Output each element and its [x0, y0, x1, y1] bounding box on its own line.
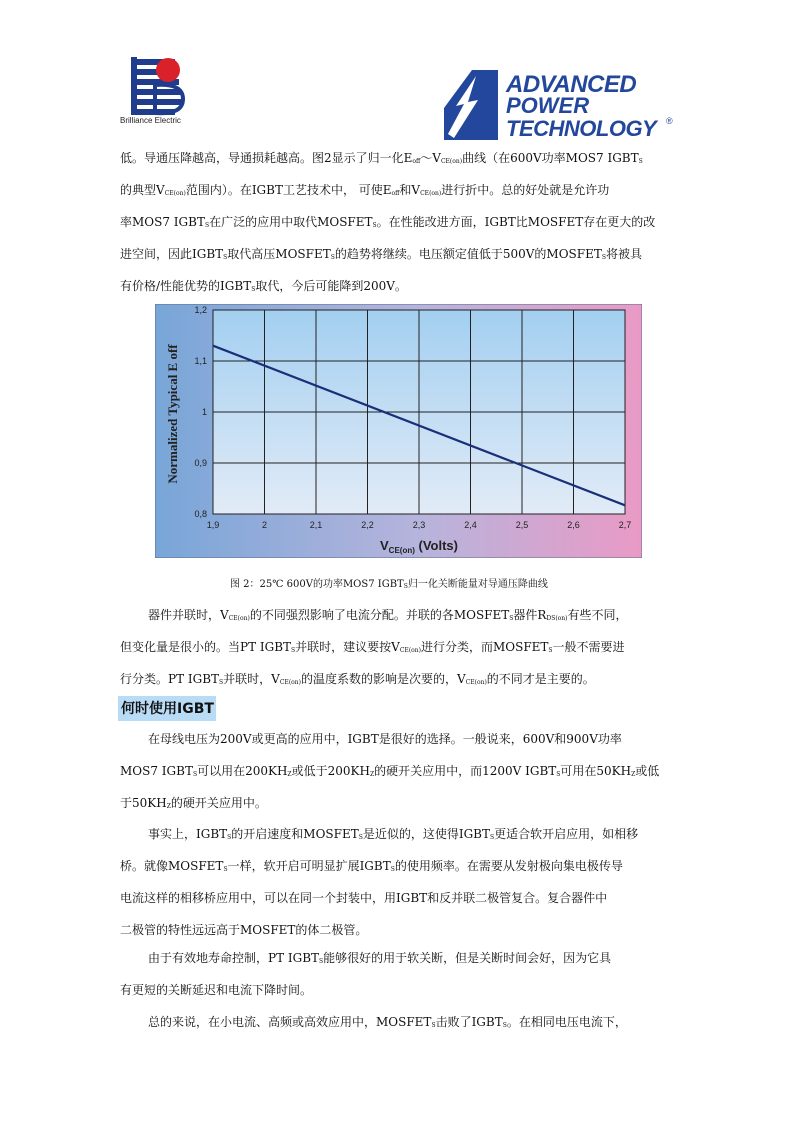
x-tick-label: 2,7 [618, 520, 632, 530]
x-tick-label: 2,3 [412, 520, 426, 530]
text-line: 但变化量是很小的。当PT $IGBT_S$并联时，建议要按$V_{CE(on)}$进行分类，而$MOSFET_S$一般不需要进 [120, 640, 625, 654]
text-line: 行分类。PT $IGBT_S$并联时，$V_{CE(on)}$的温度系数的影响是次要的，$V_{CE(on)}$的不同才是主要的。 [120, 672, 595, 686]
y-axis-label: Normalized Typical E off [165, 344, 180, 484]
x-tick-label: 1,9 [206, 520, 220, 530]
text-line: 器件并联时，$V_{CE(on)}$的不同强烈影响了电流分配。并联的各$MOSFET_S$器件$R_{DS(on)}$有些不同， [148, 608, 628, 622]
text-line: 低。导通压降越高，导通损耗越高。图2显示了归一化$E_{off}\sim V_{CE(on)}$曲线（在600V功率MOS7 $IGBT_S$ [120, 151, 643, 165]
x-tick-label: 2,4 [464, 520, 477, 530]
text-line: MOS7 $IGBT_S$可以用在$200KH_Z$或低于$200KH_Z$的硬开关应用中，而1200V $IGBT_S$可用在$50KH_Z$或低 [120, 764, 660, 778]
y-tick-label: 0,8 [194, 509, 207, 519]
text-line: 有更短的关断延迟和电流下降时间。 [120, 983, 313, 997]
y-tick-label: 1,1 [194, 356, 207, 366]
logo-word-technology: TECHNOLOGY [506, 116, 657, 140]
y-tick-label: 0,9 [194, 458, 207, 468]
text-line: 二极管的特性远远高于MOSFET的体二极管。 [120, 923, 368, 937]
x-tick-label: 2,6 [567, 520, 580, 530]
paragraph-soft-switching [120, 818, 676, 946]
text-line: 由于有效地寿命控制，PT $IGBT_S$能够很好的用于软关断，但是关断时间会好，因为它具 [148, 951, 612, 965]
text-line: 率MOS7 $IGBT_S$在广泛的应用中取代$MOSFET_S$。在性能改进方面，IGBT比MOSFET存在更大的改 [120, 215, 656, 229]
x-tick-label: 2,1 [309, 520, 323, 530]
text-line: 总的来说，在小电流、高频或高效应用中，$MOSFET_S$击败了$IGBT_S$。在相同电压电流下， [148, 1015, 627, 1029]
text-line: 有价格/性能优势的$IGBT_S$取代，今后可能降到200V。 [120, 279, 407, 293]
paragraph-soft-turnoff [120, 942, 676, 1006]
text-line: 电流这样的相移桥应用中，可以在同一个封装中，用IGBT和反并联二极管复合。复合器件中 [120, 891, 608, 905]
text-line: 的典型$V_{CE(on)}$范围内）。在IGBT工艺技术中， 可使$E_{off}$和$V_{CE(on)}$进行折中。总的好处就是允许功 [120, 183, 610, 197]
advanced-power-technology-logo [442, 68, 677, 140]
section-heading-when-to-use-igbt: 何时使用IGBT [118, 696, 216, 721]
x-axis-label: $V_{CE(on)}$ (Volts) [380, 538, 458, 555]
brilliance-electric-label: Brilliance Electric [120, 116, 181, 125]
paragraph-parallel-connection [120, 599, 676, 695]
text-line: 于$50KH_Z$的硬开关应用中。 [120, 796, 267, 810]
y-tick-label: 1 [201, 407, 207, 417]
x-tick-label: 2,2 [361, 520, 374, 530]
text-line: 进空间，因此$IGBT_S$取代高压$MOSFET_S$的趋势将继续。电压额定值低于500V的$MOSFET_S$将被具 [120, 247, 642, 261]
x-tick-label: 2,5 [515, 520, 529, 530]
logo-registered-mark: ® [666, 116, 673, 126]
y-tick-label: 1,2 [194, 305, 207, 315]
logo-word-advanced: ADVANCED [506, 71, 637, 98]
text-line: 在母线电压为200V或更高的应用中，IGBT是很好的选择。一般说来，600V和900V功率 [148, 732, 622, 746]
logo-word-power: POWER [506, 93, 590, 118]
text-line: 桥。就像$MOSFET_S$一样，软开启可明显扩展$IGBT_S$的使用频率。在需要从发射极向集电极传导 [120, 859, 623, 873]
paragraph-summary [120, 1006, 676, 1038]
eoff-vs-vce-chart [155, 304, 642, 558]
figure-caption: 图 2：25℃ 600V的功率MOS7 $IGBT_S$归一化关断能量对导通压降曲线 [230, 579, 548, 590]
paragraph-eoff-tradeoff [120, 142, 676, 302]
x-tick-label: 2 [261, 520, 268, 530]
paragraph-bus-voltage [120, 723, 676, 819]
text-line: 事实上，$IGBT_S$的开启速度和$MOSFET_S$是近似的，这使得$IGBT_S$更适合软开启应用，如相移 [148, 827, 639, 841]
